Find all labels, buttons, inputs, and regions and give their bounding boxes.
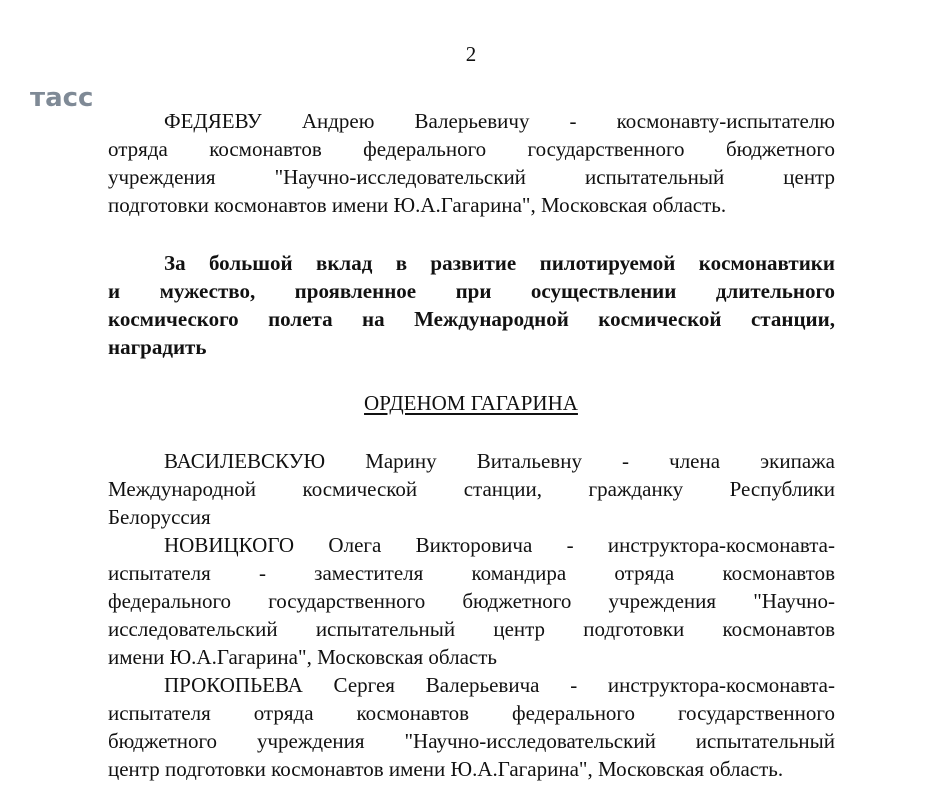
text-line: Белоруссия [108,505,211,529]
paragraph-vasilevskaya [108,447,835,531]
text-line: космического полета на Международной космической станции, [108,307,835,331]
order-heading [0,389,942,417]
text-line: бюджетного учреждения "Научно-исследовательский испытательный [108,729,835,753]
paragraph-novitsky [108,531,835,671]
text-line: За большой вклад в развитие пилотируемой космонавтики [164,251,835,275]
tass-watermark-logo: тасс [30,83,94,113]
text-line: исследовательский испытательный центр подготовки космонавтов [108,617,835,641]
text-line: ВАСИЛЕВСКУЮ Марину Витальевну - члена экипажа [164,449,835,473]
text-line: ПРОКОПЬЕВА Сергея Валерьевича - инструктора-космонавта- [164,673,835,697]
text-line: наградить [108,335,207,359]
order-heading-text: ОРДЕНОМ ГАГАРИНА [364,391,578,415]
text-line: центр подготовки космонавтов имени Ю.А.Гагарина", Московская область. [108,757,784,781]
text-line: НОВИЦКОГО Олега Викторовича - инструктора-космонавта- [164,533,835,557]
paragraph-prokopyev [108,671,835,783]
text-line: имени Ю.А.Гагарина", Московская область [108,645,497,669]
text-line: и мужество, проявленное при осуществлении длительного [108,279,835,303]
page-number: 2 [465,42,477,66]
award-decree-paragraph [108,249,835,361]
text-line: ФЕДЯЕВУ Андрею Валерьевичу - космонавту-испытателю [164,109,835,133]
text-line: испытателя отряда космонавтов федерального государственного [108,701,835,725]
text-line: федерального государственного бюджетного учреждения "Научно- [108,589,835,613]
text-line: испытателя - заместителя командира отряда космонавтов [108,561,835,585]
text-line: учреждения "Научно-исследовательский испытательный центр [108,165,835,189]
text-line: подготовки космонавтов имени Ю.А.Гагарина", Московская область. [108,193,727,217]
paragraph-fedyaev [108,107,835,219]
text-line: отряда космонавтов федерального государственного бюджетного [108,137,835,161]
text-line: Международной космической станции, гражданку Республики [108,477,835,501]
